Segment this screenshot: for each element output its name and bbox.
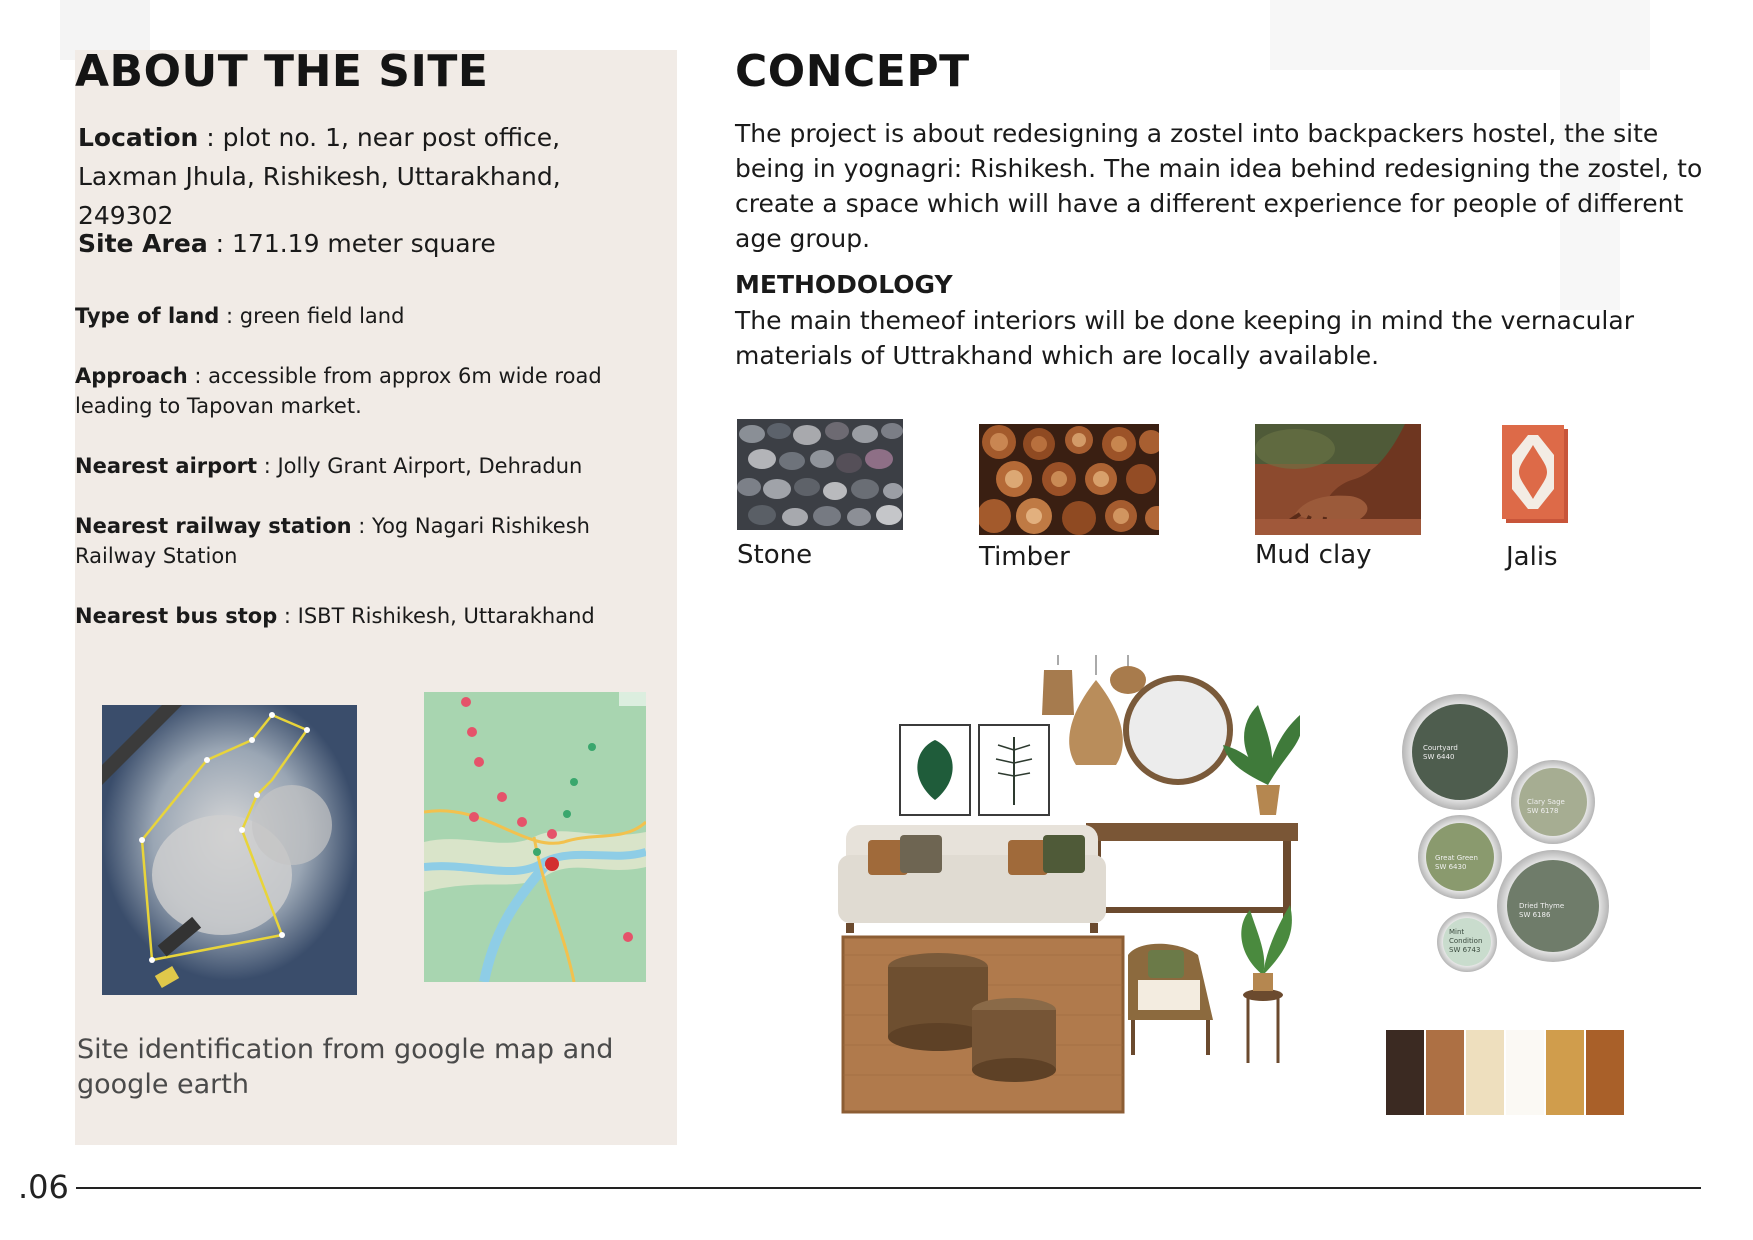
svg-text:SW 6178: SW 6178 [1527, 807, 1559, 815]
site-identification-caption: Site identification from google map and google earth [77, 1034, 614, 1101]
svg-text:Clary Sage: Clary Sage [1527, 798, 1565, 806]
airport-info [75, 451, 675, 481]
land-value: : green field land [219, 304, 405, 328]
location-info [78, 119, 658, 235]
svg-text:Mint: Mint [1449, 928, 1465, 936]
svg-text:Condition: Condition [1449, 937, 1483, 945]
svg-text:Dried Thyme: Dried Thyme [1519, 902, 1565, 910]
material-label-stone: Stone [737, 540, 813, 570]
location-label: Location [78, 123, 199, 152]
bus-value: : ISBT Rishikesh, Uttarakhand [277, 604, 595, 628]
about-title: ABOUT THE SITE [75, 46, 489, 97]
palette-swatch-ochre [1546, 1030, 1584, 1115]
bus-label: Nearest bus stop [75, 604, 278, 628]
svg-text:SW 6440: SW 6440 [1423, 753, 1455, 761]
railway-info [75, 511, 595, 572]
area-value: : 171.19 meter square [207, 229, 496, 258]
google-earth-satellite-image [102, 705, 357, 995]
concept-text: The project is about redesigning a zostel into backpackers hostel, the site being in yognagri: Rishikesh. The main idea behind redesigning the zostel, to create a space which will have a different experience for people of different age group. [735, 119, 1703, 253]
paint-color-swatches [1395, 690, 1635, 980]
palette-swatch-cream [1466, 1030, 1504, 1115]
jali-brick-icon [1502, 425, 1572, 527]
railway-value: : Yog Nagari Rishikesh Railway Station [75, 514, 590, 569]
land-label: Type of land [75, 304, 220, 328]
svg-text:Courtyard: Courtyard [1423, 744, 1458, 752]
google-map-image [424, 692, 646, 982]
area-label: Site Area [78, 229, 208, 258]
page-number: .06 [18, 1168, 69, 1206]
palette-swatch-brown [1426, 1030, 1464, 1115]
land-info [75, 301, 675, 331]
background-pattern [1270, 0, 1650, 70]
svg-text:SW 6743: SW 6743 [1449, 946, 1481, 954]
concept-title: CONCEPT [735, 46, 970, 97]
interior-moodboard-image [838, 655, 1300, 1115]
palette-swatch-rust [1586, 1030, 1624, 1115]
paint-courtyard [1412, 704, 1508, 800]
location-value: : plot no. 1, near post office, Laxman Jhula, Rishikesh, Uttarakhand, 249302 [78, 123, 561, 230]
mud-clay-icon [1255, 424, 1421, 535]
material-label-jalis: Jalis [1506, 542, 1558, 572]
svg-text:SW 6186: SW 6186 [1519, 911, 1551, 919]
svg-text:SW 6430: SW 6430 [1435, 863, 1467, 871]
approach-info [75, 361, 615, 422]
stone-pebbles-icon [737, 419, 903, 530]
methodology-text: The main themeof interiors will be done keeping in mind the vernacular materials of Uttrakhand which are locally available. [735, 306, 1634, 370]
approach-label: Approach [75, 364, 188, 388]
material-label-timber: Timber [979, 542, 1070, 572]
footer-divider [76, 1187, 1701, 1189]
airport-label: Nearest airport [75, 454, 258, 478]
palette-swatch-white [1506, 1030, 1544, 1115]
railway-label: Nearest railway station [75, 514, 352, 538]
svg-text:Great Green: Great Green [1435, 854, 1478, 862]
timber-logs-icon [979, 424, 1159, 535]
airport-value: : Jolly Grant Airport, Dehradun [257, 454, 583, 478]
area-info [78, 225, 678, 264]
bus-info [75, 601, 675, 631]
palette-swatch-dark-brown [1386, 1030, 1424, 1115]
material-label-mud-clay: Mud clay [1255, 540, 1372, 570]
approach-value: : accessible from approx 6m wide road leading to Tapovan market. [75, 364, 602, 419]
methodology-title: METHODOLOGY [735, 270, 953, 299]
